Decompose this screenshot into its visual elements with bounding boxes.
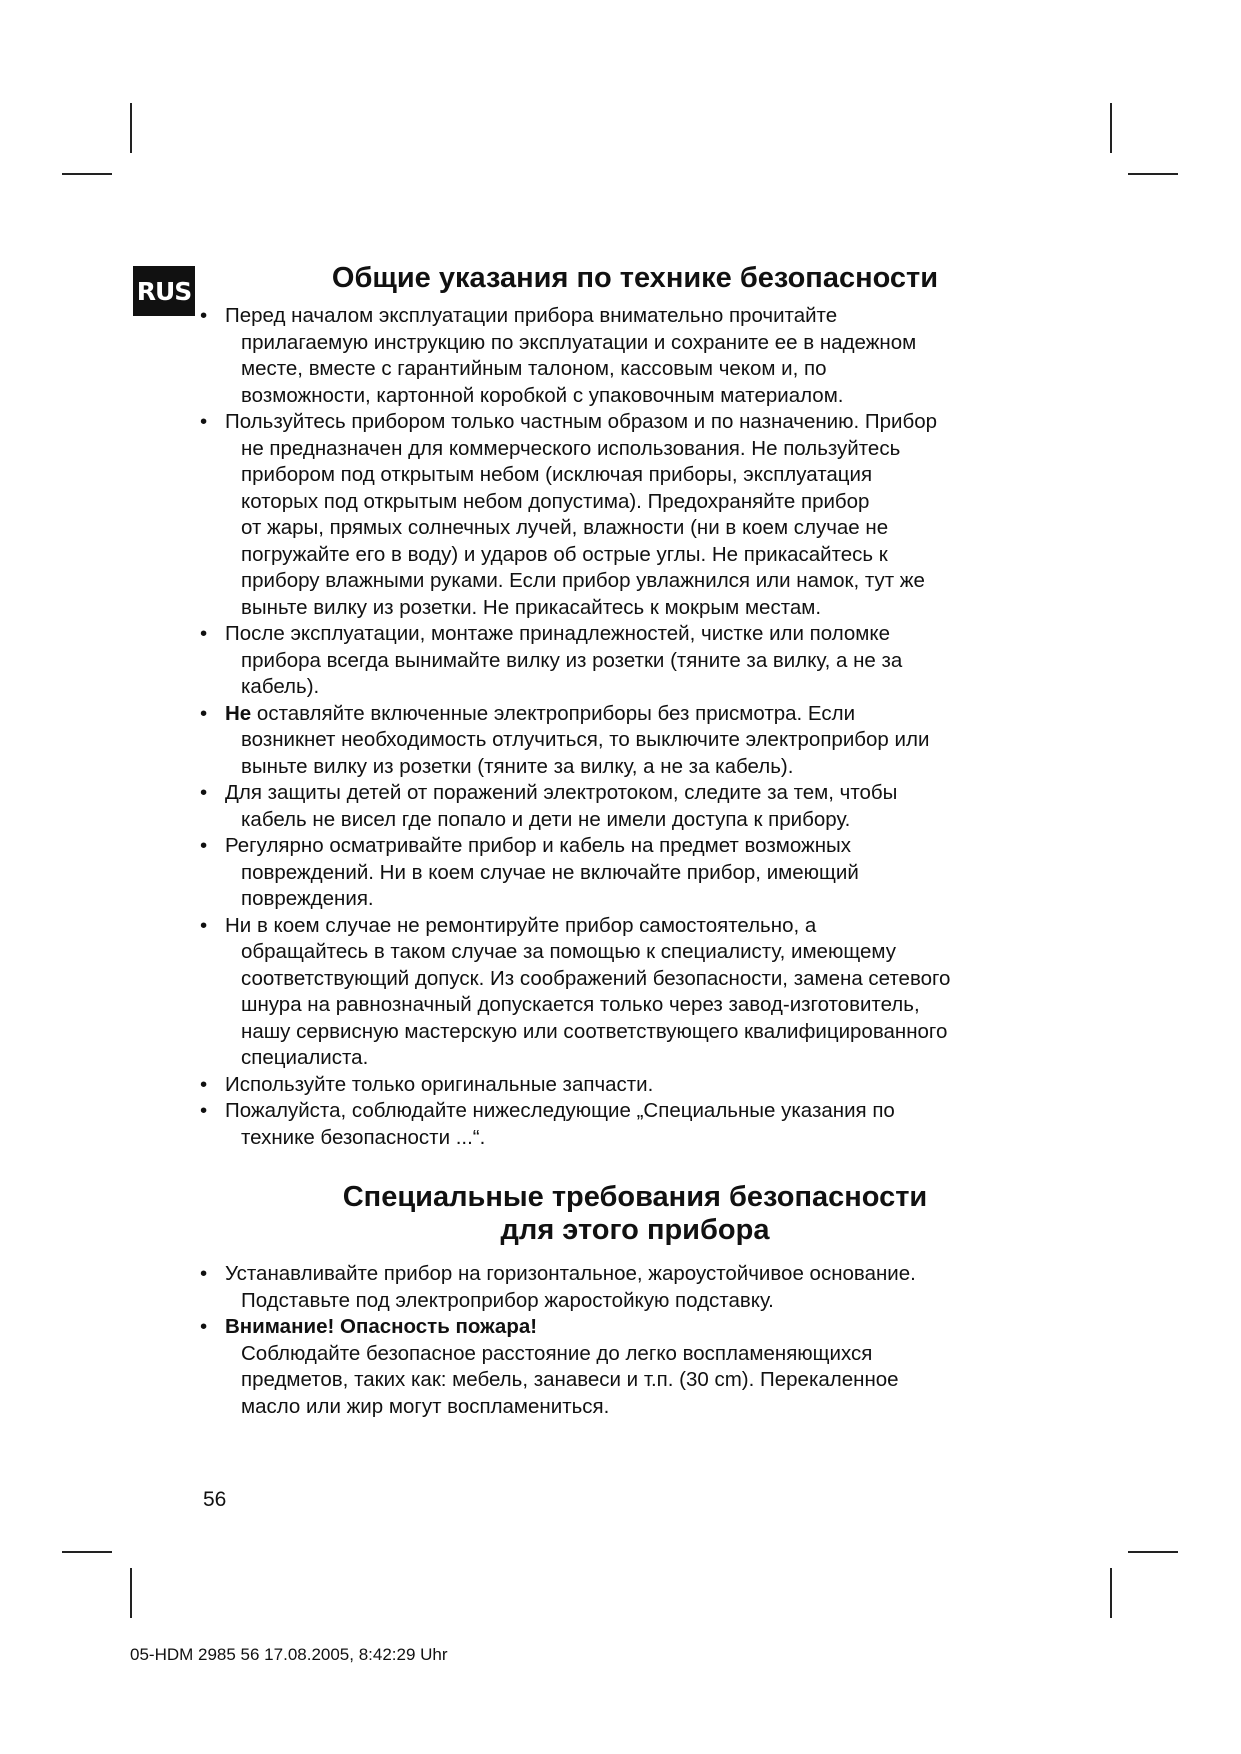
section-title-special-safety: Специальные требования безопасности для этого прибора	[342, 1181, 928, 1246]
special-safety-list	[200, 1261, 1070, 1420]
list-item: • Ни в коем случае не ремонтируйте прибор самостоятельно, а обращайтесь в таком случае за помощью к специалисту, имеющему соответствующий допуск. Из соображений безопасности, замена сетевого шнура на равнозначный допускается только через завод-изготовитель, нашу сервисную мастерскую или соответствующего квалифицированного специалиста.	[200, 913, 951, 1069]
page-number: 56	[203, 1488, 227, 1511]
crop-mark-bottom-left-horizontal	[62, 1551, 112, 1553]
bullet-marker: •	[200, 781, 208, 804]
crop-mark-bottom-right-horizontal	[1128, 1551, 1178, 1553]
list-item: • Перед началом эксплуатации прибора внимательно прочитайте прилагаемую инструкцию по эксплуатации и сохраните ее в надежном месте, вместе с гарантийным талоном, кассовым чеком и, по возможности, картонной коробкой с упаковочным материалом.	[200, 304, 917, 407]
crop-mark-top-left-horizontal	[62, 173, 112, 175]
crop-mark-bottom-right-vertical	[1110, 1568, 1112, 1618]
bullet-marker: •	[200, 410, 208, 433]
crop-mark-top-left-vertical	[130, 103, 132, 153]
list-item: • Устанавливайте прибор на горизонтальное, жароустойчивое основание. Подставьте под электроприбор жаростойкую подставку.	[200, 1262, 916, 1312]
bullet-marker: •	[200, 1262, 208, 1285]
list-item: • Регулярно осматривайте прибор и кабель на предмет возможных повреждений. Ни в коем случае не включайте прибор, имеющий повреждения.	[200, 834, 859, 910]
list-item: • После эксплуатации, монтаже принадлежностей, чистке или поломке прибора всегда вынимайте вилку из розетки (тяните за вилку, а не за кабель).	[200, 622, 903, 698]
crop-mark-top-right-vertical	[1110, 103, 1112, 153]
bullet-marker: •	[200, 304, 208, 327]
general-safety-list	[200, 303, 1070, 1151]
bullet-marker: •	[200, 701, 208, 725]
bullet-marker: •	[200, 834, 208, 857]
crop-mark-bottom-left-vertical	[130, 1568, 132, 1618]
list-item: • Внимание! Опасность пожара! Соблюдайте безопасное расстояние до легко воспламеняющихся предметов, таких как: мебель, занавеси и т.п. (30 cm). Перекаленное масло или жир могут воспламениться.	[200, 1314, 1070, 1420]
page-content	[200, 262, 1070, 1420]
fire-warning-heading: Внимание! Опасность пожара!	[225, 1315, 538, 1338]
bullet-marker: •	[200, 1072, 208, 1096]
emphasis-not: Не	[225, 701, 252, 725]
bullet-marker: •	[200, 622, 208, 645]
bullet-marker: •	[200, 1315, 208, 1338]
crop-mark-top-right-horizontal	[1128, 173, 1178, 175]
list-item: • Для защиты детей от поражений электротоком, следите за тем, чтобы кабель не висел где попало и дети не имели доступа к прибору.	[200, 781, 898, 831]
list-item: • Пользуйтесь прибором только частным образом и по назначению. Прибор не предназначен для коммерческого использования. Не пользуйтесь прибором под открытым небом (исключая приборы, эксплуатация которых под открытым небом допустима). Предохраняйте прибор от жары, прямых солнечных лучей, влажности (ни в коем случае не погружайте его в воду) и ударов об острые углы. Не прикасайтесь к прибору влажными руками. Если прибор увлажнился или намок, тут же выньте вилку из розетки. Не прикасайтесь к мокрым местам.	[200, 410, 938, 619]
print-footer: 05-HDM 2985 56 17.08.2005, 8:42:29 Uhr	[130, 1645, 448, 1664]
section-title-general-safety: Общие указания по технике безопасности	[331, 262, 939, 294]
list-item: • Используйте только оригинальные запчасти.	[200, 1072, 1070, 1099]
list-item: • Пожалуйста, соблюдайте нижеследующие „Специальные указания по технике безопасности ...“.	[200, 1099, 895, 1149]
list-item: • Не оставляйте включенные электроприборы без присмотра. Если возникнет необходимость отлучиться, то выключите электроприбор или выньте вилку из розетки (тяните за вилку, а не за кабель).	[200, 701, 930, 778]
language-badge: RUS	[133, 266, 195, 316]
bullet-marker: •	[200, 913, 208, 937]
bullet-marker: •	[200, 1099, 208, 1122]
